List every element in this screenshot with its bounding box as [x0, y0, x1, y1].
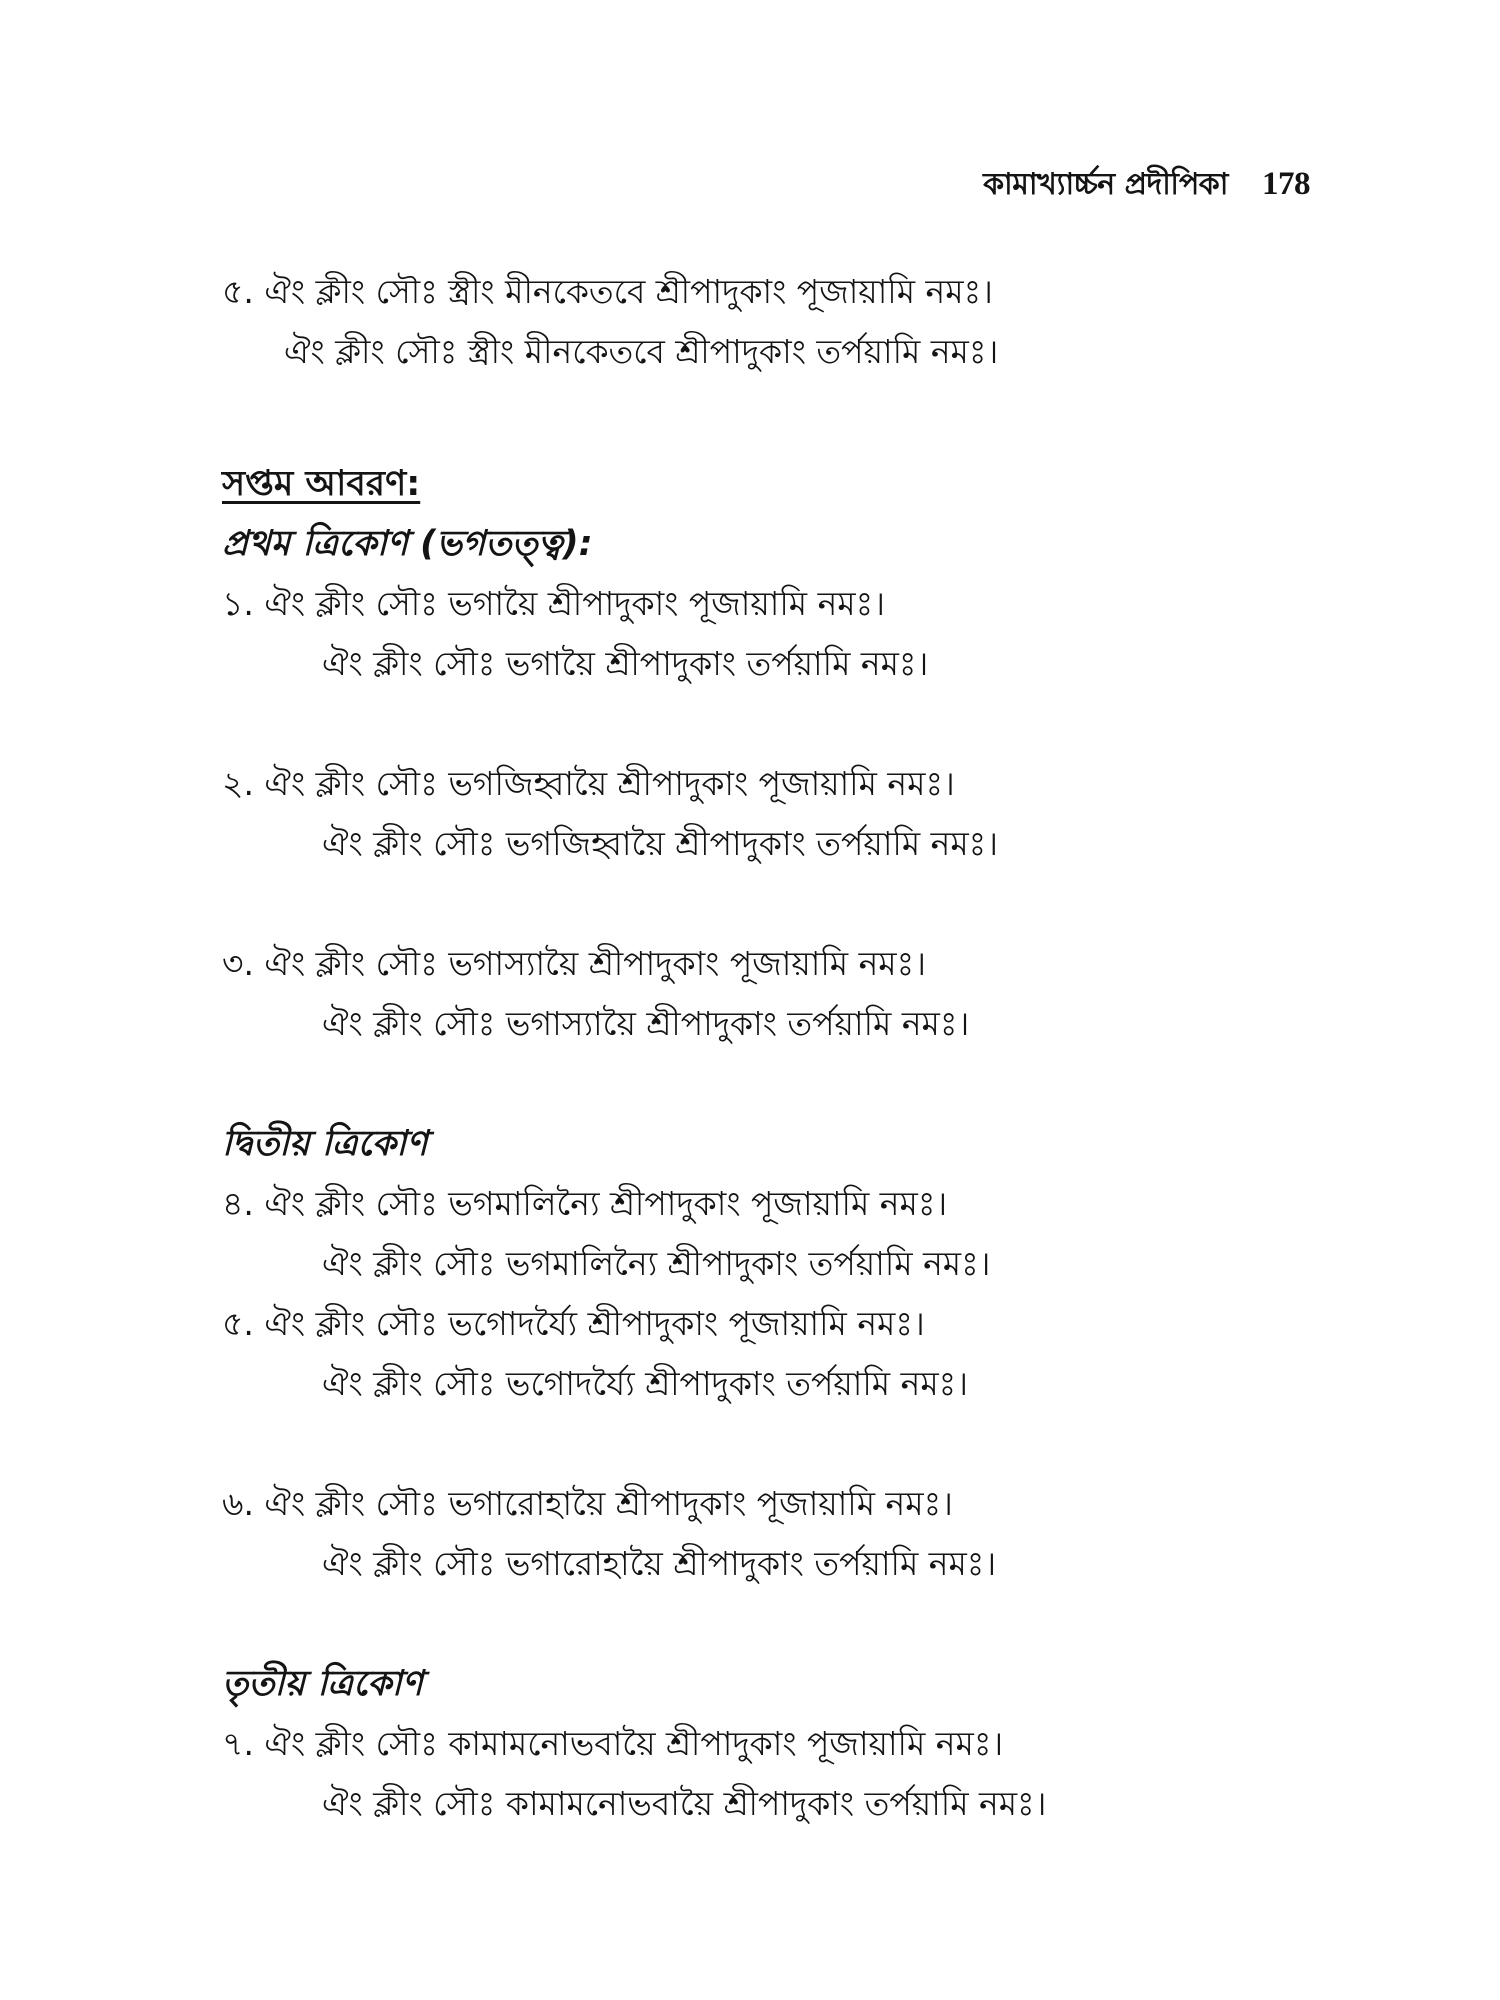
mantra-item — [222, 754, 1342, 874]
mantra-item — [222, 934, 1342, 1054]
mantra-line-puja: ৭. ঐং ক্লীং সৌঃ কামামনোভবায়ৈ শ্রীপাদুকাং পূজায়ামি নমঃ। — [222, 1724, 1004, 1763]
page-number: 178 — [1262, 166, 1310, 202]
subsection-title-third-triangle: তৃতীয় ত্রিকোণ — [222, 1664, 423, 1704]
mantra-line-puja: ৪. ঐং ক্লীং সৌঃ ভগমালিন্যৈ শ্রীপাদুকাং পূজায়ামি নমঃ। — [222, 1184, 948, 1223]
mantra-item — [222, 1474, 1342, 1594]
mantra-line-puja: ১. ঐং ক্লীং সৌঃ ভগায়ৈ শ্রীপাদুকাং পূজায়ামি নমঃ। — [222, 584, 886, 623]
mantra-line-puja: ৫. ঐং ক্লীং সৌঃ ভগোদর্য্যৈ শ্রীপাদুকাং পূজায়ামি নমঃ। — [222, 1304, 925, 1343]
page-content — [222, 262, 1342, 1834]
mantra-line-tarpan: ঐং ক্লীং সৌঃ ভগায়ৈ শ্রীপাদুকাং তর্পয়ামি নমঃ। — [322, 644, 929, 683]
section-title: সপ্তম আবরণ: — [222, 464, 421, 504]
subsection-title-second-triangle: দ্বিতীয় ত্রিকোণ — [222, 1124, 428, 1164]
mantra-line-puja: ৫. ঐং ক্লীং সৌঃ স্ত্রীং মীনকেতবে শ্রীপাদুকাং পূজায়ামি নমঃ। — [222, 272, 993, 311]
mantra-line-puja: ২. ঐং ক্লীং সৌঃ ভগজিহ্বায়ৈ শ্রীপাদুকাং পূজায়ামি নমঃ। — [222, 764, 955, 803]
mantra-item — [222, 1294, 1342, 1414]
mantra-line-tarpan: ঐং ক্লীং সৌঃ ভগমালিন্যৈ শ্রীপাদুকাং তর্পয়ামি নমঃ। — [322, 1244, 991, 1283]
mantra-item — [222, 1174, 1342, 1294]
mantra-item — [222, 574, 1342, 694]
mantra-line-puja: ৩. ঐং ক্লীং সৌঃ ভগাস্যায়ৈ শ্রীপাদুকাং পূজায়ামি নমঃ। — [222, 944, 927, 983]
mantra-line-tarpan: ঐং ক্লীং সৌঃ ভগারোহায়ৈ শ্রীপাদুকাং তর্পয়ামি নমঃ। — [322, 1544, 997, 1583]
mantra-line-tarpan: ঐং ক্লীং সৌঃ স্ত্রীং মীনকেতবে শ্রীপাদুকাং তর্পয়ামি নমঃ। — [284, 332, 999, 371]
mantra-line-tarpan: ঐং ক্লীং সৌঃ ভগজিহ্বায়ৈ শ্রীপাদুকাং তর্পয়ামি নমঃ। — [322, 824, 999, 863]
mantra-line-tarpan: ঐং ক্লীং সৌঃ ভগাস্যায়ৈ শ্রীপাদুকাং তর্পয়ামি নমঃ। — [322, 1004, 970, 1043]
page-header — [983, 160, 1310, 211]
mantra-line-puja: ৬. ঐং ক্লীং সৌঃ ভগারোহায়ৈ শ্রীপাদুকাং পূজায়ামি নমঃ। — [222, 1484, 953, 1523]
mantra-item — [222, 1714, 1342, 1834]
mantra-line-tarpan: ঐং ক্লীং সৌঃ ভগোদর্য্যৈ শ্রীপাদুকাং তর্পয়ামি নমঃ। — [322, 1364, 969, 1403]
top-mantra-block — [222, 262, 1342, 382]
mantra-line-tarpan: ঐং ক্লীং সৌঃ কামামনোভবায়ৈ শ্রীপাদুকাং তর্পয়ামি নমঃ। — [322, 1784, 1047, 1823]
running-title: কামাখ্যার্চ্চন প্রদীপিকা — [983, 167, 1228, 202]
subsection-title-first-triangle: প্রথম ত্রিকোণ (ভগতত্ত্ব): — [222, 524, 593, 564]
